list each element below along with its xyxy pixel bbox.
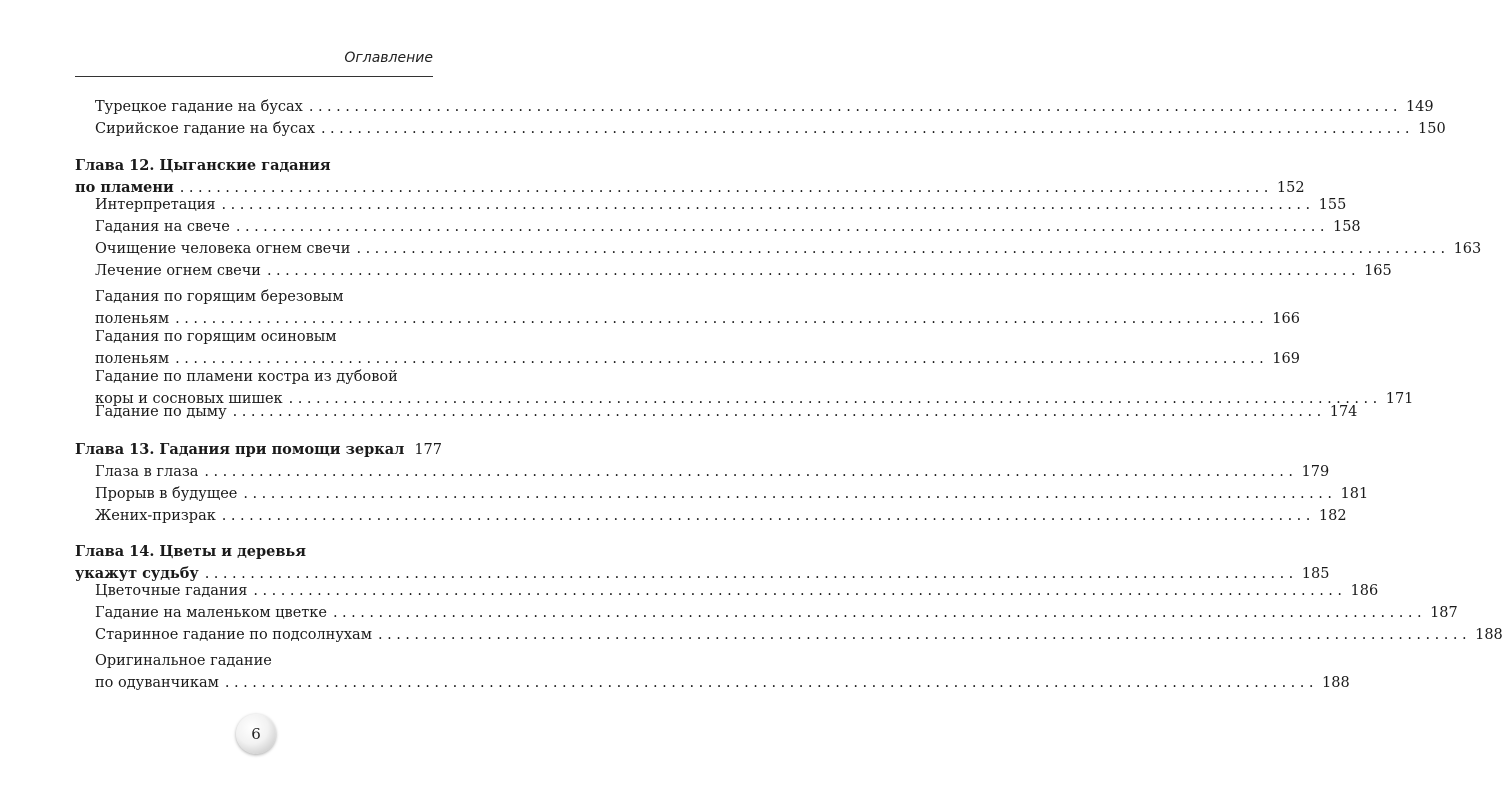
toc-page-number: 158 bbox=[1332, 219, 1361, 235]
toc-entry[interactable] bbox=[95, 286, 1300, 330]
dot-leader: ........................................................................................................................ bbox=[320, 121, 1415, 137]
toc-page-number: 155 bbox=[1318, 197, 1347, 213]
toc-entry[interactable] bbox=[95, 624, 1503, 646]
dot-leader: ........................................................................................................................ bbox=[221, 197, 1315, 213]
dot-leader: ........................................................................................................................ bbox=[243, 486, 1337, 502]
toc-page-number: 152 bbox=[1276, 180, 1305, 196]
dot-leader: ........................................................................................................................ bbox=[175, 311, 1269, 327]
toc-page-number: 163 bbox=[1453, 241, 1482, 257]
toc-page-number: 185 bbox=[1301, 566, 1330, 582]
toc-entry[interactable] bbox=[95, 461, 1330, 483]
toc-entry-title-line: Гадание по пламени костра из дубовой bbox=[95, 369, 398, 385]
toc-entry-title-line: Гадания по горящим осиновым bbox=[95, 329, 337, 345]
toc-entry-title-line: укажут судьбу bbox=[75, 565, 199, 582]
toc-page-number: 149 bbox=[1405, 99, 1434, 115]
toc-entry[interactable] bbox=[95, 260, 1392, 282]
toc-entry[interactable] bbox=[95, 238, 1482, 260]
toc-page-number: 174 bbox=[1329, 404, 1358, 420]
page-header-title: Оглавление bbox=[344, 50, 433, 66]
toc-entry[interactable] bbox=[95, 602, 1458, 624]
toc-chapter-entry[interactable] bbox=[75, 155, 1305, 199]
toc-entry-title-line: Гадания по горящим березовым bbox=[95, 289, 344, 305]
header-rule bbox=[75, 76, 433, 77]
toc-entry-title-line: Гадание на маленьком цветке bbox=[95, 605, 327, 621]
dot-leader: ........................................................................................................................ bbox=[204, 566, 1298, 582]
page-number-badge bbox=[236, 714, 276, 754]
toc-entry[interactable] bbox=[95, 580, 1379, 602]
toc-entry[interactable] bbox=[95, 96, 1434, 118]
toc-page-number: 182 bbox=[1318, 508, 1347, 524]
toc-entry[interactable] bbox=[95, 401, 1358, 423]
dot-leader: ........................................................................................................................ bbox=[235, 219, 1329, 235]
toc-entry-title-line: Очищение человека огнем свечи bbox=[95, 241, 351, 257]
toc-page-number: 177 bbox=[414, 442, 443, 458]
toc-page-number: 166 bbox=[1272, 311, 1300, 327]
toc-entry-title-line: Цветочные гадания bbox=[95, 583, 248, 599]
toc-entry-title-line: Глава 12. Цыганские гадания bbox=[75, 157, 331, 174]
toc-chapter-entry[interactable] bbox=[75, 439, 443, 461]
toc-entry-title-line: по одуванчикам bbox=[95, 675, 219, 691]
toc-page-number: 150 bbox=[1418, 121, 1446, 137]
toc-entry[interactable] bbox=[95, 216, 1361, 238]
page-number: 6 bbox=[251, 725, 261, 743]
toc-entry-title-line: Оригинальное гадание bbox=[95, 653, 272, 669]
dot-leader: ........................................................................................................................ bbox=[288, 391, 1382, 407]
toc-entry-title-line: Прорыв в будущее bbox=[95, 486, 238, 502]
toc-entry[interactable] bbox=[95, 505, 1347, 527]
toc-entry-title-line: Жених-призрак bbox=[95, 508, 216, 524]
toc-entry[interactable] bbox=[95, 650, 1350, 694]
toc-entry-title-line: Интерпретация bbox=[95, 197, 216, 213]
dot-leader: ........................................................................................................................ bbox=[356, 241, 1450, 257]
toc-entry[interactable] bbox=[95, 326, 1300, 370]
dot-leader: ........................................................................................................................ bbox=[266, 263, 1361, 279]
toc-entry-title-line: Гадания на свече bbox=[95, 219, 230, 235]
toc-entry-title-line: Глаза в глаза bbox=[95, 464, 199, 480]
dot-leader: ........................................................................................................................ bbox=[175, 351, 1269, 367]
dot-leader: ........................................................................................................................ bbox=[308, 99, 1402, 115]
dot-leader: ........................................................................................................................ bbox=[224, 675, 1319, 691]
toc-entry-title-line: Сирийское гадание на бусах bbox=[95, 121, 315, 137]
toc-page-number: 165 bbox=[1364, 263, 1392, 279]
toc-entry-title-line: Гадание по дыму bbox=[95, 404, 227, 420]
toc-entry-title-line: Лечение огнем свечи bbox=[95, 263, 261, 279]
toc-entry[interactable] bbox=[95, 194, 1347, 216]
dot-leader: ........................................................................................................................ bbox=[204, 464, 1298, 480]
toc-entry-title-line: Турецкое гадание на бусах bbox=[95, 99, 303, 115]
toc-page-number: 188 bbox=[1475, 627, 1503, 643]
toc-entry-title-line: поленьям bbox=[95, 351, 170, 367]
toc-entry-title-line: поленьям bbox=[95, 311, 170, 327]
toc-entry[interactable] bbox=[95, 118, 1446, 140]
toc-entry[interactable] bbox=[95, 483, 1369, 505]
toc-entry-title-line: Глава 13. Гадания при помощи зеркал bbox=[75, 441, 405, 458]
dot-leader: ........................................................................................................................ bbox=[377, 627, 1472, 643]
toc-entry-title-line: по пламени bbox=[75, 179, 174, 196]
toc-page-number: 187 bbox=[1430, 605, 1458, 621]
toc-chapter-entry[interactable] bbox=[75, 541, 1330, 585]
toc-entry-title-line: коры и сосновых шишек bbox=[95, 391, 283, 407]
toc-page-number: 169 bbox=[1272, 351, 1300, 367]
toc-entry-title-line: Старинное гадание по подсолнухам bbox=[95, 627, 372, 643]
toc-page-number: 171 bbox=[1385, 391, 1414, 407]
toc-page-number: 186 bbox=[1350, 583, 1379, 599]
dot-leader: ........................................................................................................................ bbox=[332, 605, 1427, 621]
toc-page-number: 181 bbox=[1340, 486, 1369, 502]
dot-leader: ........................................................................................................................ bbox=[179, 180, 1273, 196]
toc-page-number: 188 bbox=[1322, 675, 1350, 691]
dot-leader: ........................................................................................................................ bbox=[253, 583, 1347, 599]
dot-leader: ........................................................................................................................ bbox=[232, 404, 1326, 420]
dot-leader: ........................................................................................................................ bbox=[221, 508, 1315, 524]
toc-page-number: 179 bbox=[1301, 464, 1330, 480]
toc-entry-title-line: Глава 14. Цветы и деревья bbox=[75, 543, 306, 560]
